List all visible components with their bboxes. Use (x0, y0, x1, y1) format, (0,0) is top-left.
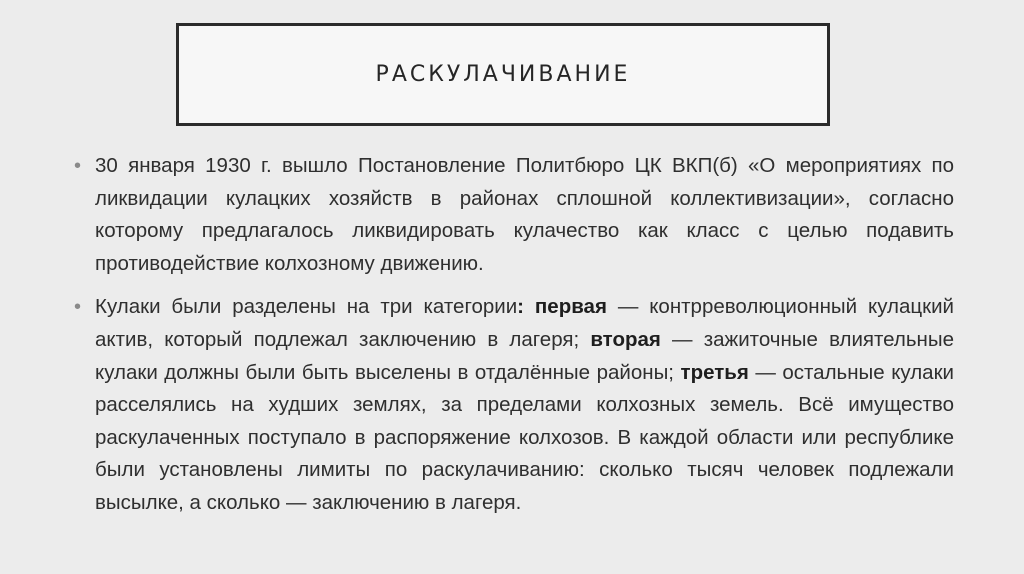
bullet-marker: • (74, 155, 82, 177)
categories-colon: : (517, 295, 524, 319)
bullet-item-categories (74, 291, 954, 519)
categories-intro: Кулаки были разделены на три категории (95, 295, 518, 319)
bullet-text-decree: 30 января 1930 г. вышло Постановление Политбюро ЦК ВКП(б) «О мероприятиях по ликвидации кулацких хозяйств в районах сплошной коллективизации», согласно которому предлагалось ликвидировать кулачество как класс с целью подавить противодействие колхозному движению. (95, 154, 954, 275)
category-first-text: — контрреволюционный кулацкий актив, который подлежал заключению в лагеря; (95, 295, 954, 351)
category-second-label: вторая (590, 327, 661, 351)
bullet-marker: • (74, 296, 82, 319)
category-third-text: — остальные кулаки расселялись на худших землях, за пределами колхозных земель. Всё имущество раскулаченных поступало в распоряжение колхозов. В каждой области или республике были установлены лимиты по раскулачиванию: сколько тысяч человек подлежали высылке, а сколько — заключению в лагеря. (95, 360, 954, 514)
category-third-label: третья (680, 360, 749, 384)
bullet-item-decree (74, 150, 954, 280)
category-first-label: первая (534, 295, 607, 319)
title-box (176, 23, 830, 126)
category-second-text: — зажиточные влиятельные кулаки должны были быть выселены в отдалённые районы; (95, 327, 954, 384)
slide-title: РАСКУЛАЧИВАНИЕ (375, 62, 631, 87)
slide-content (74, 150, 954, 531)
bullet-text-categories (95, 295, 954, 514)
